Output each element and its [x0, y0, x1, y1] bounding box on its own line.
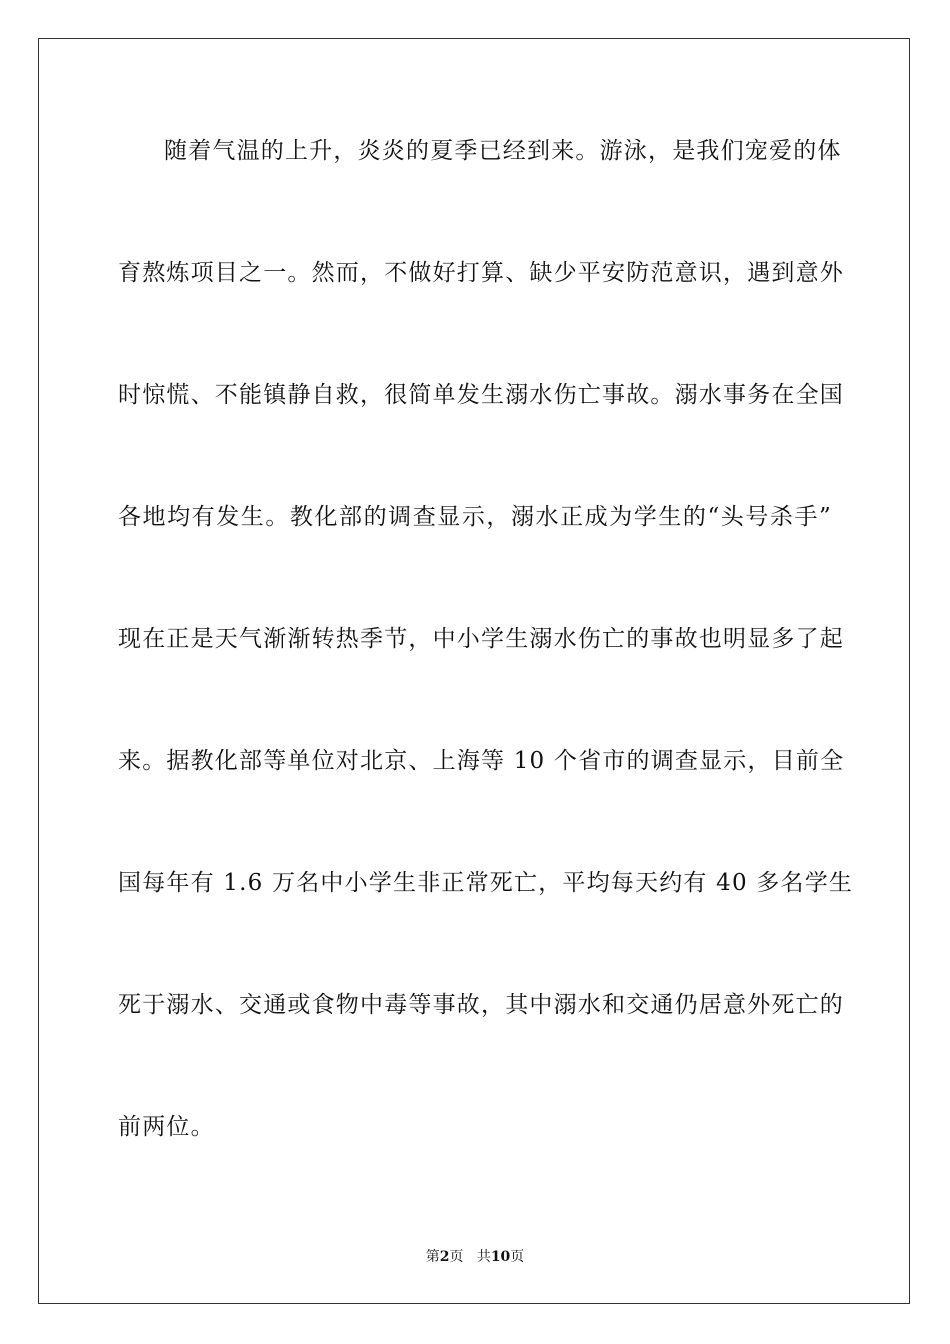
paragraph-line-5: 现在正是天气渐渐转热季节，中小学生溺水伤亡的事故也明显多了起 — [118, 626, 844, 652]
paragraph-line-4: 各地均有发生。教化部的调查显示，溺水正成为学生的“头号杀手” — [118, 504, 832, 530]
paragraph-line-1: 随着气温的上升，炎炎的夏季已经到来。游泳，是我们宠爱的体 — [164, 138, 842, 164]
paragraph-line-8: 死于溺水、交通或食物中毒等事故，其中溺水和交通仍居意外死亡的 — [118, 992, 844, 1018]
footer-page-prefix: 第 — [425, 1249, 440, 1265]
page-footer — [0, 1248, 950, 1266]
paragraph-line-6: 来。据教化部等单位对北京、上海等 10 个省市的调查显示，目前全 — [118, 748, 845, 774]
paragraph-line-3: 时惊慌、不能镇静自救，很简单发生溺水伤亡事故。溺水事务在全国 — [118, 382, 844, 408]
footer-total-suffix: 页 — [510, 1249, 525, 1265]
footer-total-pages: 10 — [490, 1249, 511, 1265]
footer-page-suffix: 页 — [449, 1249, 464, 1265]
paragraph-line-7: 国每年有 1.6 万名中小学生非正常死亡，平均每天约有 40 多名学生 — [118, 870, 854, 896]
paragraph-line-2: 育熬炼项目之一。然而，不做好打算、缺少平安防范意识，遇到意外 — [118, 260, 844, 286]
paragraph-line-9: 前两位。 — [118, 1114, 215, 1140]
footer-total-prefix: 共 — [476, 1249, 491, 1265]
footer-page-number: 2 — [439, 1249, 450, 1265]
